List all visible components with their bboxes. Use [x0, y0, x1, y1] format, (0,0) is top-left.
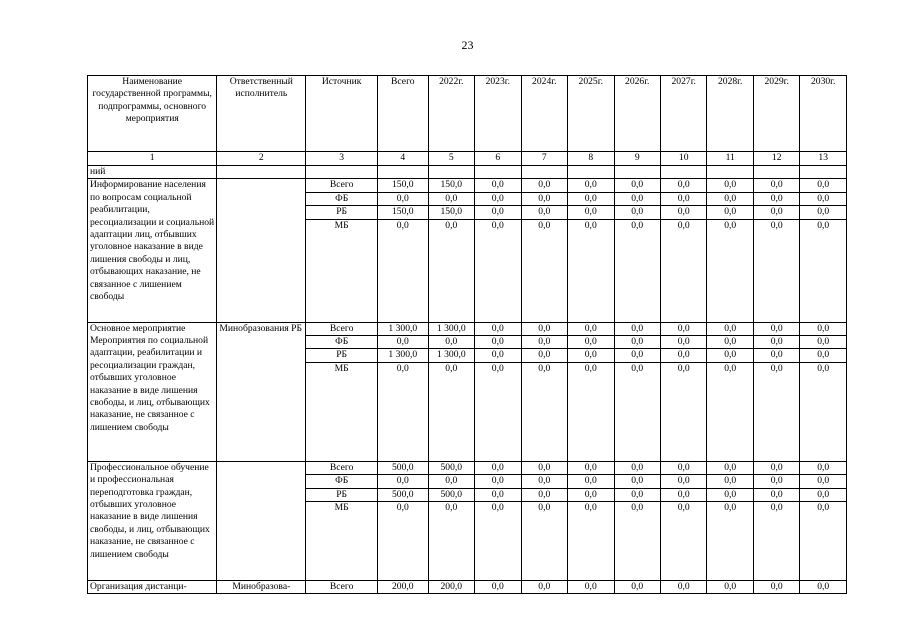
total-value: 200,0: [378, 581, 429, 594]
empty-cell: [306, 166, 378, 179]
funding-source: ФБ: [306, 336, 378, 349]
empty-cell: [568, 166, 614, 179]
year-value: 0,0: [521, 206, 567, 219]
continuation-text: ний: [88, 166, 217, 179]
year-value: 0,0: [660, 488, 706, 501]
year-value: 0,0: [800, 336, 847, 349]
empty-cell: [521, 166, 567, 179]
header-name: Наименование государственной программы, подпрограммы, основного мероприятия: [88, 76, 217, 152]
year-value: 0,0: [475, 322, 521, 335]
year-value: 0,0: [614, 581, 660, 594]
responsible-executor: [217, 179, 306, 322]
year-value: 0,0: [660, 179, 706, 192]
header-total: Всего: [378, 76, 429, 152]
funding-source: Всего: [306, 581, 378, 594]
year-value: 0,0: [753, 362, 799, 461]
year-value: 500,0: [428, 488, 474, 501]
year-value: 0,0: [753, 322, 799, 335]
funding-source: МБ: [306, 219, 378, 322]
header-year: 2023г.: [475, 76, 521, 152]
table-row: [88, 581, 847, 594]
total-value: 0,0: [378, 336, 429, 349]
header-year: 2022г.: [428, 76, 474, 152]
year-value: 500,0: [428, 461, 474, 474]
header-year: 2027г.: [660, 76, 706, 152]
column-number-cell: 2: [217, 152, 306, 166]
year-value: 0,0: [660, 322, 706, 335]
year-value: 0,0: [660, 206, 706, 219]
year-value: 0,0: [753, 502, 799, 581]
responsible-executor: [217, 461, 306, 580]
year-value: 0,0: [800, 581, 847, 594]
year-value: 0,0: [614, 502, 660, 581]
year-value: 0,0: [568, 219, 614, 322]
year-value: 0,0: [753, 179, 799, 192]
year-value: 150,0: [428, 179, 474, 192]
activity-name: Основное мероприятие Мероприятия по социальной адаптации, реабилитации и ресоциализации граждан, отбывших уголовное наказание в виде лишения свободы, и лиц, отбывающих наказание, не связанное с лишением свободы: [88, 322, 217, 461]
funding-source: РБ: [306, 488, 378, 501]
year-value: 0,0: [660, 362, 706, 461]
empty-cell: [660, 166, 706, 179]
year-value: 0,0: [475, 179, 521, 192]
activity-name: Организация дистанци-: [88, 581, 217, 594]
year-value: 0,0: [475, 362, 521, 461]
total-value: 150,0: [378, 206, 429, 219]
year-value: 0,0: [800, 349, 847, 362]
header-source: Источник: [306, 76, 378, 152]
funding-source: Всего: [306, 461, 378, 474]
year-value: 0,0: [568, 336, 614, 349]
year-value: 0,0: [660, 581, 706, 594]
year-value: 0,0: [568, 502, 614, 581]
column-number-cell: 12: [753, 152, 799, 166]
year-value: 0,0: [753, 581, 799, 594]
total-value: 1 300,0: [378, 322, 429, 335]
empty-cell: [217, 166, 306, 179]
year-value: 0,0: [707, 206, 753, 219]
year-value: 0,0: [475, 502, 521, 581]
column-number-row: [88, 152, 847, 166]
activity-name: Информирование населения по вопросам социальной реабилитации, ресоциализации и социальной адаптации лиц, отбывших уголовное наказание в виде лишения свободы и лиц, отбывающих наказание, не связанное с лишением свободы: [88, 179, 217, 322]
year-value: 0,0: [800, 192, 847, 205]
year-value: 0,0: [800, 475, 847, 488]
funding-source: МБ: [306, 362, 378, 461]
column-number-cell: 5: [428, 152, 474, 166]
year-value: 0,0: [568, 349, 614, 362]
year-value: 0,0: [521, 461, 567, 474]
year-value: 0,0: [475, 461, 521, 474]
year-value: 0,0: [614, 475, 660, 488]
year-value: 0,0: [800, 179, 847, 192]
funding-source: РБ: [306, 349, 378, 362]
total-value: 500,0: [378, 461, 429, 474]
funding-source: ФБ: [306, 475, 378, 488]
year-value: 0,0: [707, 502, 753, 581]
header-year: 2028г.: [707, 76, 753, 152]
year-value: 0,0: [428, 192, 474, 205]
year-value: 0,0: [800, 362, 847, 461]
total-value: 0,0: [378, 219, 429, 322]
year-value: 0,0: [428, 336, 474, 349]
table-row: [88, 461, 847, 474]
year-value: 0,0: [707, 461, 753, 474]
year-value: 1 300,0: [428, 322, 474, 335]
empty-cell: [428, 166, 474, 179]
year-value: 0,0: [707, 475, 753, 488]
year-value: 0,0: [568, 206, 614, 219]
total-value: 0,0: [378, 475, 429, 488]
column-number-cell: 6: [475, 152, 521, 166]
year-value: 0,0: [568, 179, 614, 192]
year-value: 0,0: [660, 461, 706, 474]
year-value: 1 300,0: [428, 349, 474, 362]
year-value: 0,0: [753, 192, 799, 205]
page-number: 23: [461, 38, 474, 52]
year-value: 0,0: [521, 362, 567, 461]
year-value: 0,0: [568, 581, 614, 594]
year-value: 0,0: [707, 581, 753, 594]
total-value: 1 300,0: [378, 349, 429, 362]
year-value: 0,0: [521, 179, 567, 192]
year-value: 0,0: [568, 192, 614, 205]
year-value: 0,0: [660, 349, 706, 362]
year-value: 0,0: [707, 322, 753, 335]
continuation-row: [88, 166, 847, 179]
year-value: 0,0: [753, 336, 799, 349]
year-value: 0,0: [521, 322, 567, 335]
year-value: 0,0: [475, 488, 521, 501]
header-year: 2030г.: [800, 76, 847, 152]
year-value: 0,0: [707, 219, 753, 322]
year-value: 0,0: [568, 461, 614, 474]
year-value: 0,0: [428, 502, 474, 581]
year-value: 0,0: [475, 219, 521, 322]
activity-name: Профессиональное обучение и профессиональная переподготовка граждан, отбывших уголовное наказание в виде лишения свободы, и лиц, отбывающих наказание, не связанное с лишением свободы: [88, 461, 217, 580]
year-value: 0,0: [475, 349, 521, 362]
year-value: 0,0: [475, 206, 521, 219]
year-value: 0,0: [707, 336, 753, 349]
year-value: 0,0: [707, 349, 753, 362]
year-value: 0,0: [614, 349, 660, 362]
column-number-cell: 3: [306, 152, 378, 166]
year-value: 0,0: [800, 488, 847, 501]
header-year: 2026г.: [614, 76, 660, 152]
year-value: 0,0: [614, 362, 660, 461]
year-value: 0,0: [753, 219, 799, 322]
year-value: 0,0: [707, 362, 753, 461]
year-value: 0,0: [428, 219, 474, 322]
year-value: 0,0: [660, 475, 706, 488]
year-value: 0,0: [800, 219, 847, 322]
column-number-cell: 11: [707, 152, 753, 166]
year-value: 0,0: [707, 192, 753, 205]
table-row: [88, 322, 847, 335]
year-value: 0,0: [521, 488, 567, 501]
funding-source: Всего: [306, 179, 378, 192]
year-value: 0,0: [521, 192, 567, 205]
year-value: 0,0: [800, 461, 847, 474]
funding-source: ФБ: [306, 192, 378, 205]
year-value: 0,0: [614, 206, 660, 219]
year-value: 0,0: [753, 488, 799, 501]
funding-source: МБ: [306, 502, 378, 581]
header-year: 2024г.: [521, 76, 567, 152]
year-value: 0,0: [568, 475, 614, 488]
responsible-executor: Минобразования РБ: [217, 322, 306, 461]
year-value: 0,0: [521, 336, 567, 349]
header-responsible: Ответственный исполнитель: [217, 76, 306, 152]
year-value: 0,0: [568, 362, 614, 461]
year-value: 0,0: [660, 192, 706, 205]
column-number-cell: 1: [88, 152, 217, 166]
budget-table: [87, 75, 847, 594]
total-value: 0,0: [378, 502, 429, 581]
year-value: 0,0: [800, 502, 847, 581]
year-value: 0,0: [568, 488, 614, 501]
total-value: 0,0: [378, 192, 429, 205]
year-value: 0,0: [753, 206, 799, 219]
empty-cell: [614, 166, 660, 179]
year-value: 0,0: [753, 461, 799, 474]
year-value: 0,0: [568, 322, 614, 335]
year-value: 200,0: [428, 581, 474, 594]
column-number-cell: 4: [378, 152, 429, 166]
year-value: 0,0: [707, 488, 753, 501]
empty-cell: [378, 166, 429, 179]
empty-cell: [800, 166, 847, 179]
year-value: 0,0: [660, 336, 706, 349]
year-value: 0,0: [707, 179, 753, 192]
column-number-cell: 8: [568, 152, 614, 166]
year-value: 0,0: [521, 475, 567, 488]
year-value: 0,0: [753, 349, 799, 362]
table-body: [88, 166, 847, 594]
total-value: 0,0: [378, 362, 429, 461]
year-value: 0,0: [800, 206, 847, 219]
funding-source: РБ: [306, 206, 378, 219]
year-value: 0,0: [475, 192, 521, 205]
column-number-cell: 9: [614, 152, 660, 166]
year-value: 0,0: [614, 179, 660, 192]
year-value: 0,0: [753, 475, 799, 488]
responsible-executor: Минобразова-: [217, 581, 306, 594]
year-value: 0,0: [660, 219, 706, 322]
year-value: 0,0: [475, 581, 521, 594]
year-value: 0,0: [521, 219, 567, 322]
year-value: 0,0: [614, 488, 660, 501]
total-value: 150,0: [378, 179, 429, 192]
year-value: 0,0: [800, 322, 847, 335]
year-value: 0,0: [614, 192, 660, 205]
column-number-cell: 7: [521, 152, 567, 166]
empty-cell: [707, 166, 753, 179]
year-value: 150,0: [428, 206, 474, 219]
year-value: 0,0: [521, 581, 567, 594]
empty-cell: [753, 166, 799, 179]
table-row: [88, 179, 847, 192]
year-value: 0,0: [428, 362, 474, 461]
year-value: 0,0: [614, 336, 660, 349]
header-year: 2029г.: [753, 76, 799, 152]
column-number-cell: 13: [800, 152, 847, 166]
column-number-cell: 10: [660, 152, 706, 166]
funding-source: Всего: [306, 322, 378, 335]
year-value: 0,0: [475, 475, 521, 488]
empty-cell: [475, 166, 521, 179]
header-year: 2025г.: [568, 76, 614, 152]
header-row: [88, 76, 847, 152]
year-value: 0,0: [521, 502, 567, 581]
year-value: 0,0: [428, 475, 474, 488]
year-value: 0,0: [614, 322, 660, 335]
year-value: 0,0: [475, 336, 521, 349]
total-value: 500,0: [378, 488, 429, 501]
year-value: 0,0: [660, 502, 706, 581]
year-value: 0,0: [614, 461, 660, 474]
year-value: 0,0: [614, 219, 660, 322]
year-value: 0,0: [521, 349, 567, 362]
